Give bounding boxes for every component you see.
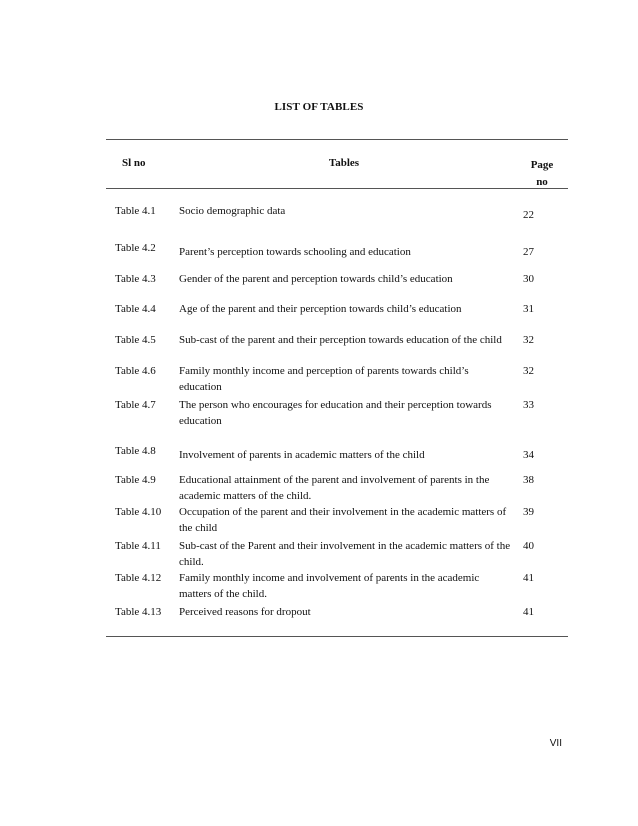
table-title: Involvement of parents in academic matters of the child — [179, 449, 425, 461]
table-title: Parent’s perception towards schooling and education — [179, 246, 411, 258]
table-number: Table 4.4 — [115, 303, 156, 315]
table-number: Table 4.6 — [115, 365, 156, 377]
page-number: 32 — [523, 365, 534, 377]
table-number: Table 4.13 — [115, 606, 162, 618]
page-number: 39 — [523, 506, 534, 518]
table-title: Sub-cast of the Parent and their involvement in the academic matters of the child. — [179, 540, 511, 568]
table-number: Table 4.7 — [115, 399, 156, 411]
table-number: Table 4.3 — [115, 273, 156, 285]
table-title: The person who encourages for education and their perception towards education — [179, 399, 492, 427]
table-number: Table 4.11 — [115, 540, 161, 552]
footer-page-number: VII — [549, 738, 562, 749]
page-number: 34 — [523, 449, 534, 461]
table-title: Perceived reasons for dropout — [179, 606, 311, 618]
table-top-rule — [106, 139, 568, 140]
column-header-slno: Sl no — [122, 157, 146, 169]
page-number: 31 — [523, 303, 534, 315]
table-bottom-rule — [106, 636, 568, 637]
table-title: Gender of the parent and perception towards child’s education — [179, 273, 453, 285]
page-number: 22 — [523, 209, 534, 221]
page-number: 32 — [523, 334, 534, 346]
column-header-page-line2: no — [536, 176, 548, 188]
column-header-page — [519, 157, 565, 191]
page-number: 38 — [523, 474, 534, 486]
page-number: 30 — [523, 273, 534, 285]
table-title: Educational attainment of the parent and involvement of parents in the academic matters of the child. — [179, 474, 490, 502]
table-title: Family monthly income and perception of parents towards child’s education — [179, 365, 469, 393]
column-header-tables: Tables — [328, 157, 360, 169]
header-bottom-rule — [106, 188, 568, 189]
table-number: Table 4.10 — [115, 506, 162, 518]
table-number: Table 4.9 — [115, 474, 156, 486]
table-number: Table 4.5 — [115, 334, 156, 346]
page-number: 41 — [523, 606, 534, 618]
table-title: Family monthly income and involvement of parents in the academic matters of the child. — [179, 572, 480, 600]
table-number: Table 4.2 — [115, 242, 156, 254]
page-title: LIST OF TABLES — [274, 101, 364, 113]
table-number: Table 4.1 — [115, 205, 156, 217]
page-number: 33 — [523, 399, 534, 411]
column-header-page-line1: Page — [530, 159, 554, 171]
table-title: Socio demographic data — [179, 205, 286, 217]
table-number: Table 4.8 — [115, 445, 156, 457]
page-number: 27 — [523, 246, 534, 258]
page-number: 41 — [523, 572, 534, 584]
table-title: Age of the parent and their perception towards child’s education — [179, 303, 462, 315]
table-title: Occupation of the parent and their involvement in the academic matters of the child — [179, 506, 507, 534]
table-number: Table 4.12 — [115, 572, 162, 584]
page-number: 40 — [523, 540, 534, 552]
table-title: Sub-cast of the parent and their perception towards education of the child — [179, 334, 502, 346]
